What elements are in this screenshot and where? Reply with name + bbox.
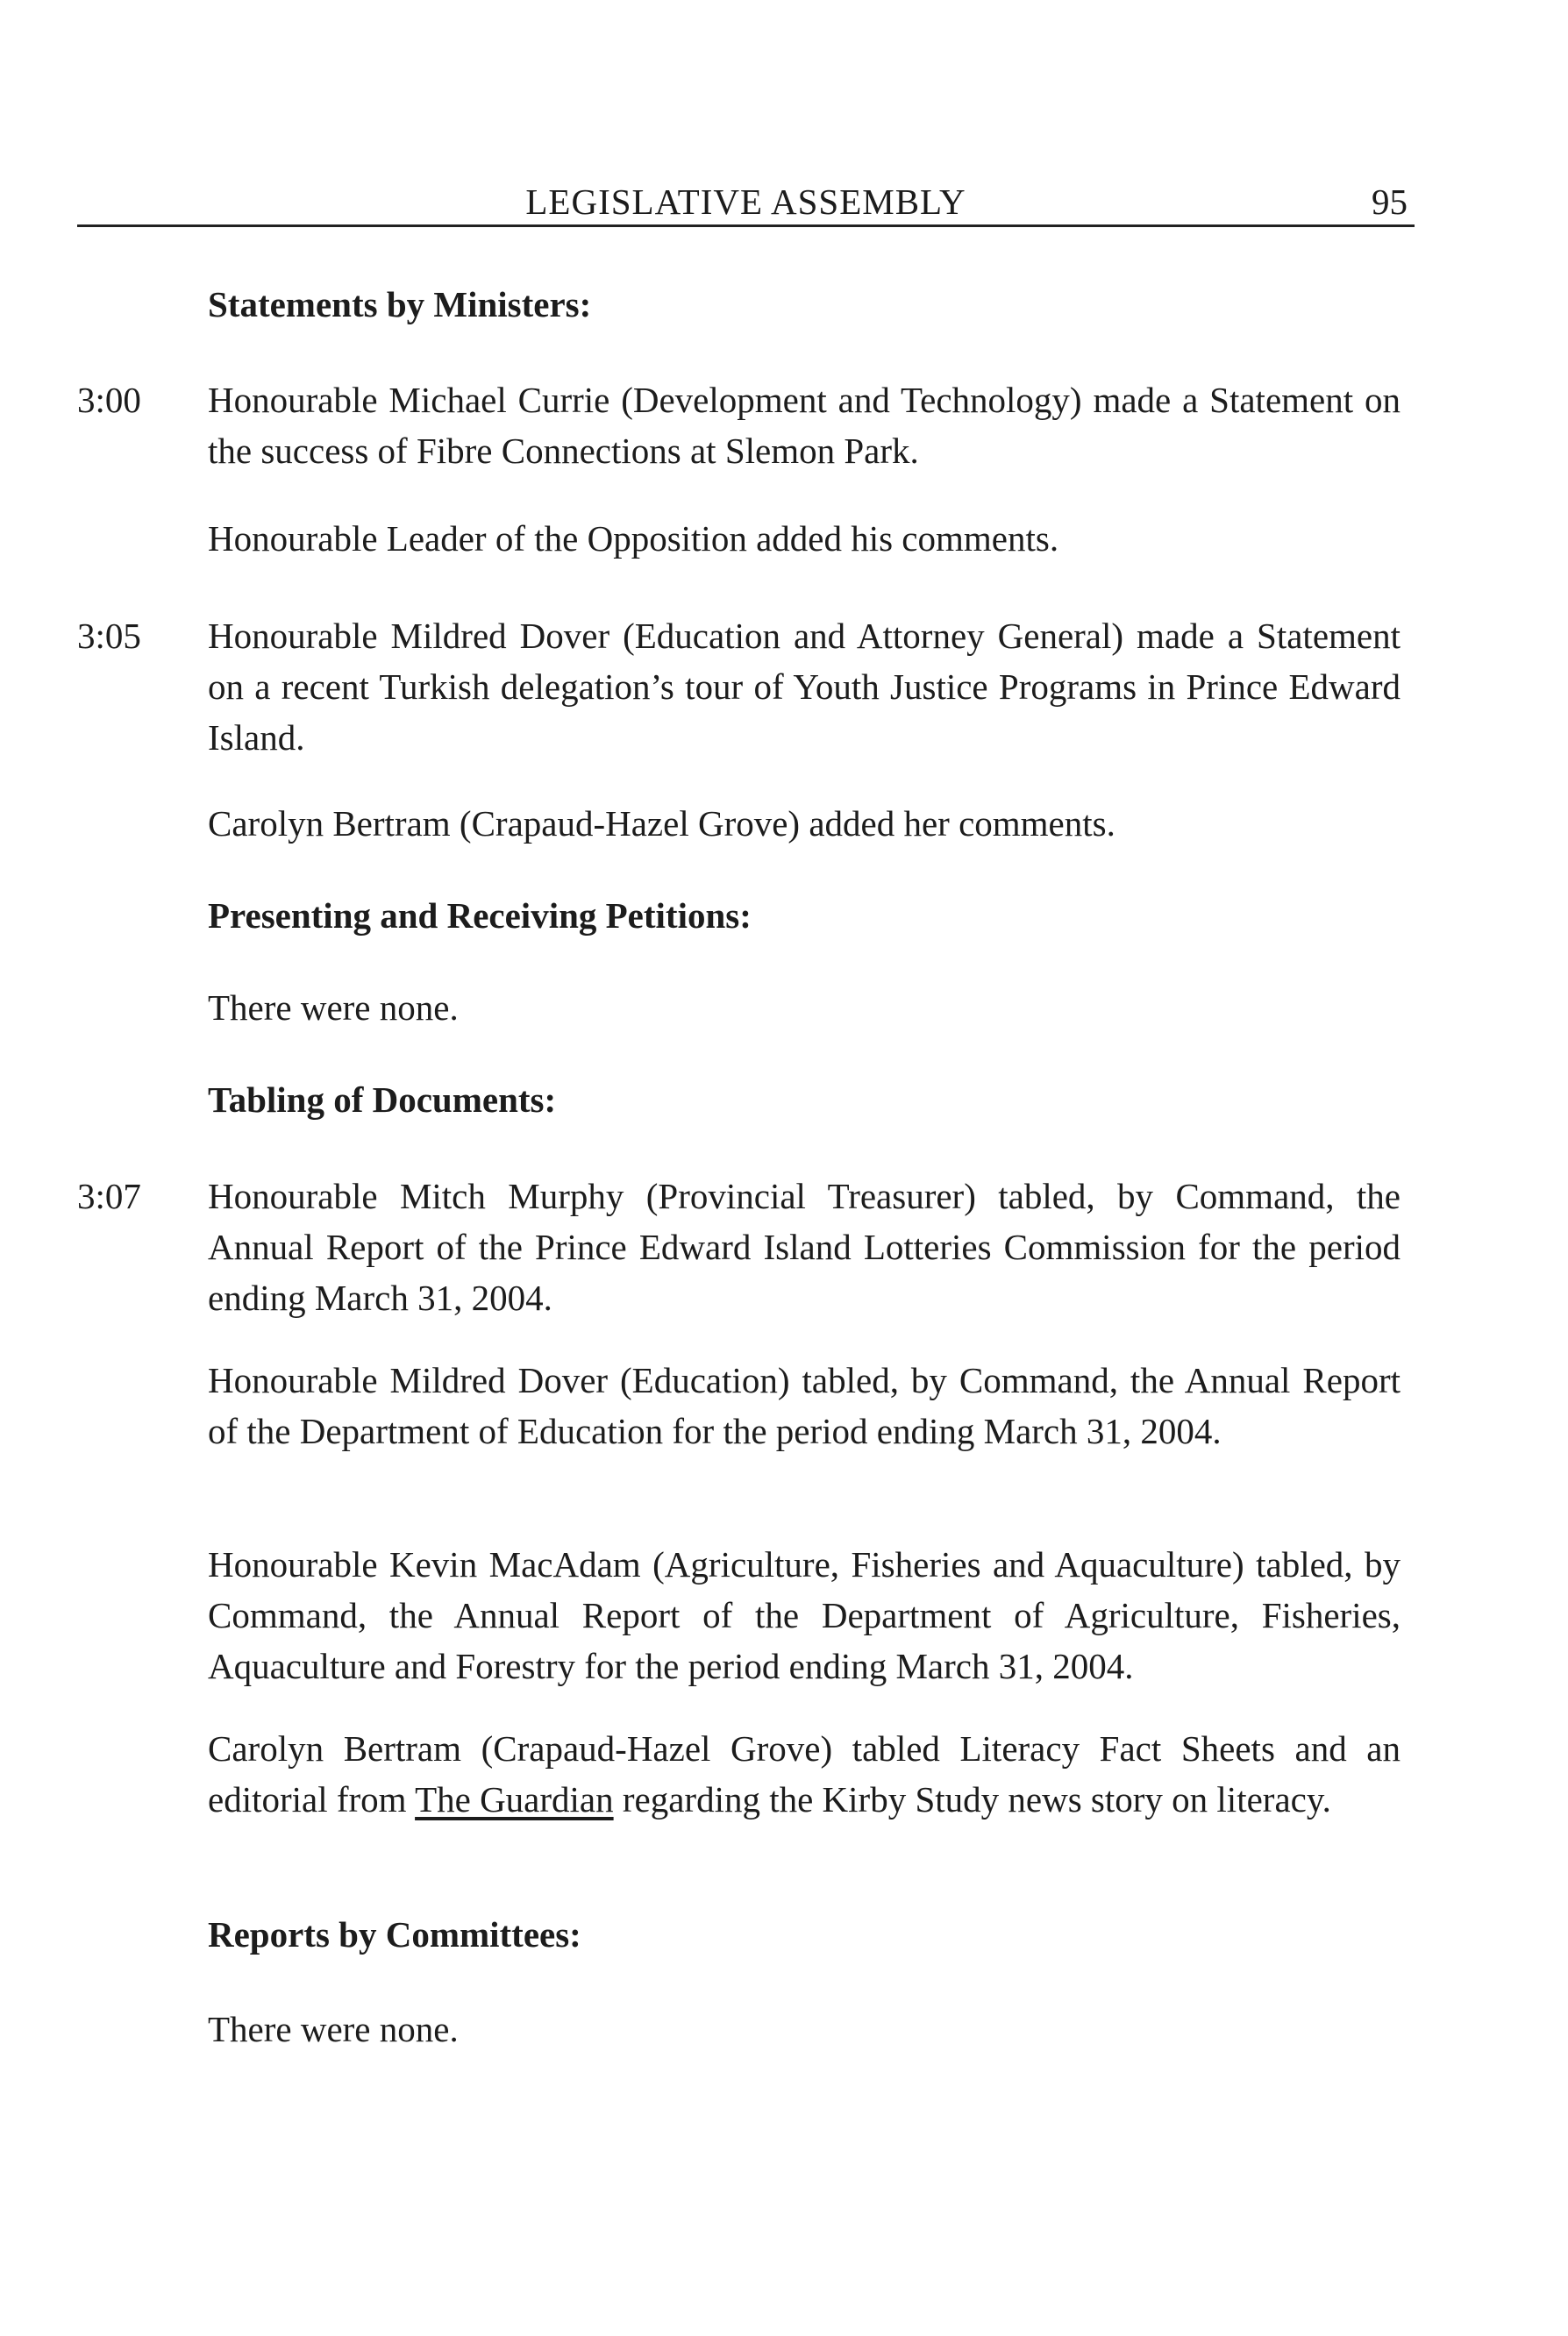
heading-statements-by-ministers: Statements by Ministers: [208, 284, 592, 324]
paragraph: Honourable Mitch Murphy (Provincial Treasurer) tabled, by Command, the Annual Report of the Prince Edward Island Lotteries Commission for the period ending March 31, 2004. [208, 1176, 1401, 1318]
paragraph-text: Carolyn Bertram (Crapaud-Hazel Grove) tabled Literacy Fact Sheets and an editorial from [208, 1728, 1401, 1820]
running-header [77, 179, 1415, 227]
paragraph: Honourable Mildred Dover (Education and Attorney General) made a Statement on a recent Turkish delegation’s tour of Youth Justice Programs in Prince Edward Island. [208, 616, 1401, 758]
paragraph: There were none. [208, 987, 459, 1028]
time-stamp: 3:07 [77, 1176, 141, 1216]
paragraph: Honourable Mildred Dover (Education) tabled, by Command, the Annual Report of the Department of Education for the period ending March 31, 2004. [208, 1360, 1401, 1451]
time-stamp: 3:00 [77, 380, 141, 420]
header-title: LEGISLATIVE ASSEMBLY [525, 182, 966, 222]
publication-title: The Guardian [415, 1779, 614, 1820]
paragraph: There were none. [208, 2009, 459, 2049]
page-number: 95 [1372, 182, 1408, 222]
paragraph: Honourable Michael Currie (Development and Technology) made a Statement on the success of Fibre Connections at Slemon Park. [208, 380, 1401, 471]
paragraph-text: regarding the Kirby Study news story on literacy. [613, 1779, 1331, 1820]
paragraph: Honourable Leader of the Opposition added his comments. [208, 518, 1059, 559]
heading-tabling-of-documents: Tabling of Documents: [208, 1079, 557, 1120]
heading-presenting-and-receiving-petitions: Presenting and Receiving Petitions: [208, 895, 752, 936]
paragraph: Carolyn Bertram (Crapaud-Hazel Grove) added her comments. [208, 803, 1115, 844]
paragraph [208, 1723, 1401, 1825]
paragraph: Honourable Kevin MacAdam (Agriculture, Fisheries and Aquaculture) tabled, by Command, the Annual Report of the Department of Agriculture, Fisheries, Aquaculture and Forestry for the period ending March 31, 2004. [208, 1544, 1401, 1686]
heading-reports-by-committees: Reports by Committees: [208, 1914, 581, 1955]
time-stamp: 3:05 [77, 616, 141, 656]
